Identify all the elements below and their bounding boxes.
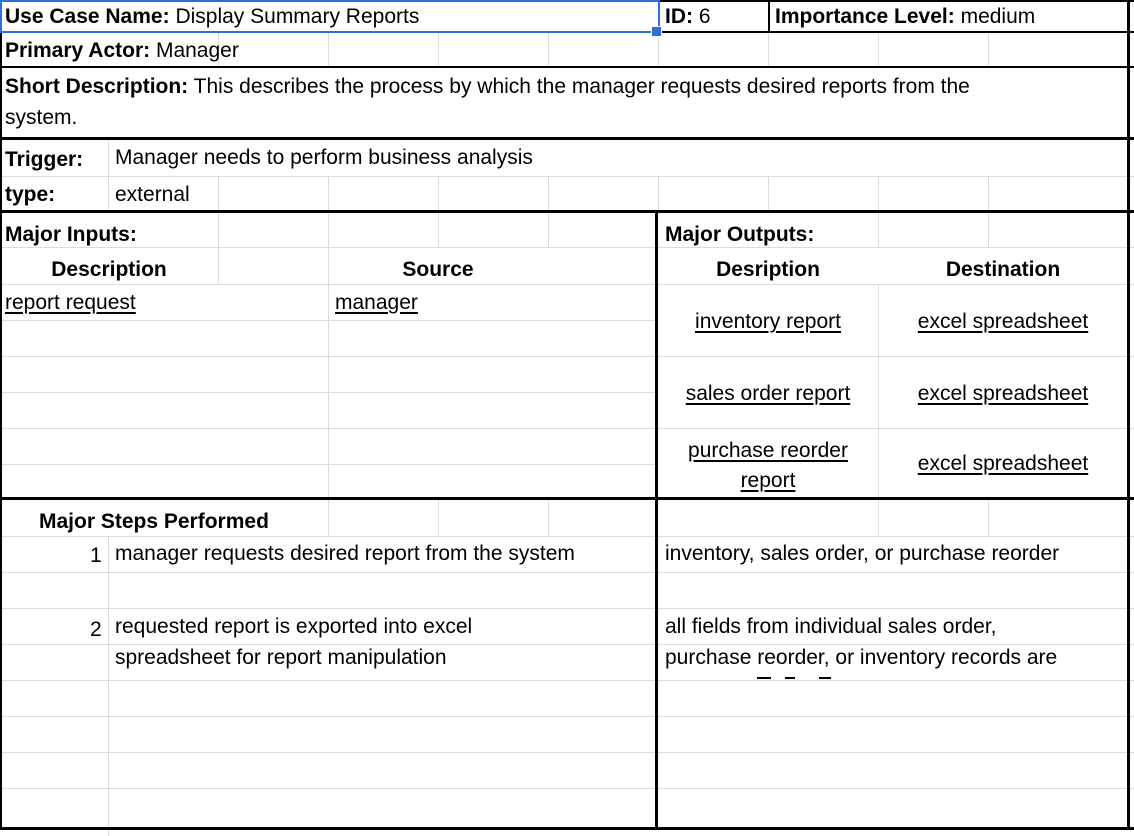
importance-value: medium — [960, 5, 1036, 28]
id-label: ID: — [665, 5, 693, 28]
importance-level[interactable] — [775, 6, 1035, 27]
short-description[interactable] — [5, 76, 970, 97]
output-destination-cell[interactable] — [878, 453, 1128, 474]
outputs-col-destination: Destination — [945, 258, 1061, 281]
selection-fill-handle[interactable] — [651, 26, 662, 37]
step-info[interactable]: all fields from individual sales order, — [665, 615, 997, 638]
short-description-line1: This describes the process by which the manager requests desired reports from the — [193, 75, 970, 98]
output-description-cell-line2[interactable] — [658, 470, 878, 491]
id-value: 6 — [698, 5, 711, 28]
step-text-line2: spreadsheet for report manipulation — [115, 646, 447, 669]
output-destination-text: excel spreadsheet — [917, 452, 1089, 475]
output-description-cell[interactable] — [658, 383, 878, 404]
inputs-col-description: Description — [51, 258, 167, 281]
output-description-cell[interactable] — [658, 440, 878, 461]
output-destination-cell[interactable] — [878, 383, 1128, 404]
output-destination-text: excel spreadsheet — [917, 382, 1089, 405]
step-text[interactable]: requested report is exported into excel — [115, 615, 473, 638]
importance-label: Importance Level: — [775, 5, 955, 28]
output-destination-cell[interactable] — [878, 311, 1128, 332]
output-description-text: purchase reorder — [688, 439, 848, 462]
step-number: 2 — [90, 618, 102, 641]
outputs-col-description: Desription — [716, 258, 820, 281]
type-label: type: — [5, 183, 56, 206]
major-steps-title: Major Steps Performed — [39, 510, 269, 533]
step-info[interactable]: inventory, sales order, or purchase reorder — [665, 542, 1060, 565]
step-info-line2: purchase reorder, or inventory records are — [665, 646, 1058, 669]
use-case-id[interactable] — [665, 6, 711, 27]
use-case-name[interactable] — [5, 6, 419, 27]
output-description-cell[interactable] — [658, 311, 878, 332]
use-case-label: Use Case Name: — [5, 5, 170, 28]
step-text[interactable]: manager requests desired report from the system — [115, 542, 575, 565]
trigger-label: Trigger: — [5, 148, 84, 171]
short-description-line2: system. — [5, 106, 78, 129]
output-description-text: inventory report — [695, 310, 841, 333]
use-case-value: Display Summary Reports — [175, 5, 420, 28]
output-destination-text: excel spreadsheet — [917, 310, 1089, 333]
type-value[interactable]: external — [115, 183, 190, 206]
actor-value: Manager — [155, 39, 239, 62]
input-description-cell[interactable]: report request — [5, 291, 136, 314]
clipped-text-fragment — [665, 677, 1134, 681]
major-outputs-title: Major Outputs: — [665, 223, 815, 246]
inputs-col-source: Source — [402, 258, 474, 281]
actor-label: Primary Actor: — [5, 39, 151, 62]
short-description-label: Short Description: — [5, 75, 189, 98]
major-inputs-title: Major Inputs: — [5, 223, 137, 246]
output-description-text: report — [740, 469, 796, 492]
trigger-value[interactable]: Manager needs to perform business analysis — [115, 146, 533, 169]
output-description-text: sales order report — [685, 382, 851, 405]
primary-actor[interactable] — [5, 40, 239, 61]
step-number: 1 — [90, 544, 102, 567]
input-source-cell[interactable]: manager — [335, 291, 418, 314]
